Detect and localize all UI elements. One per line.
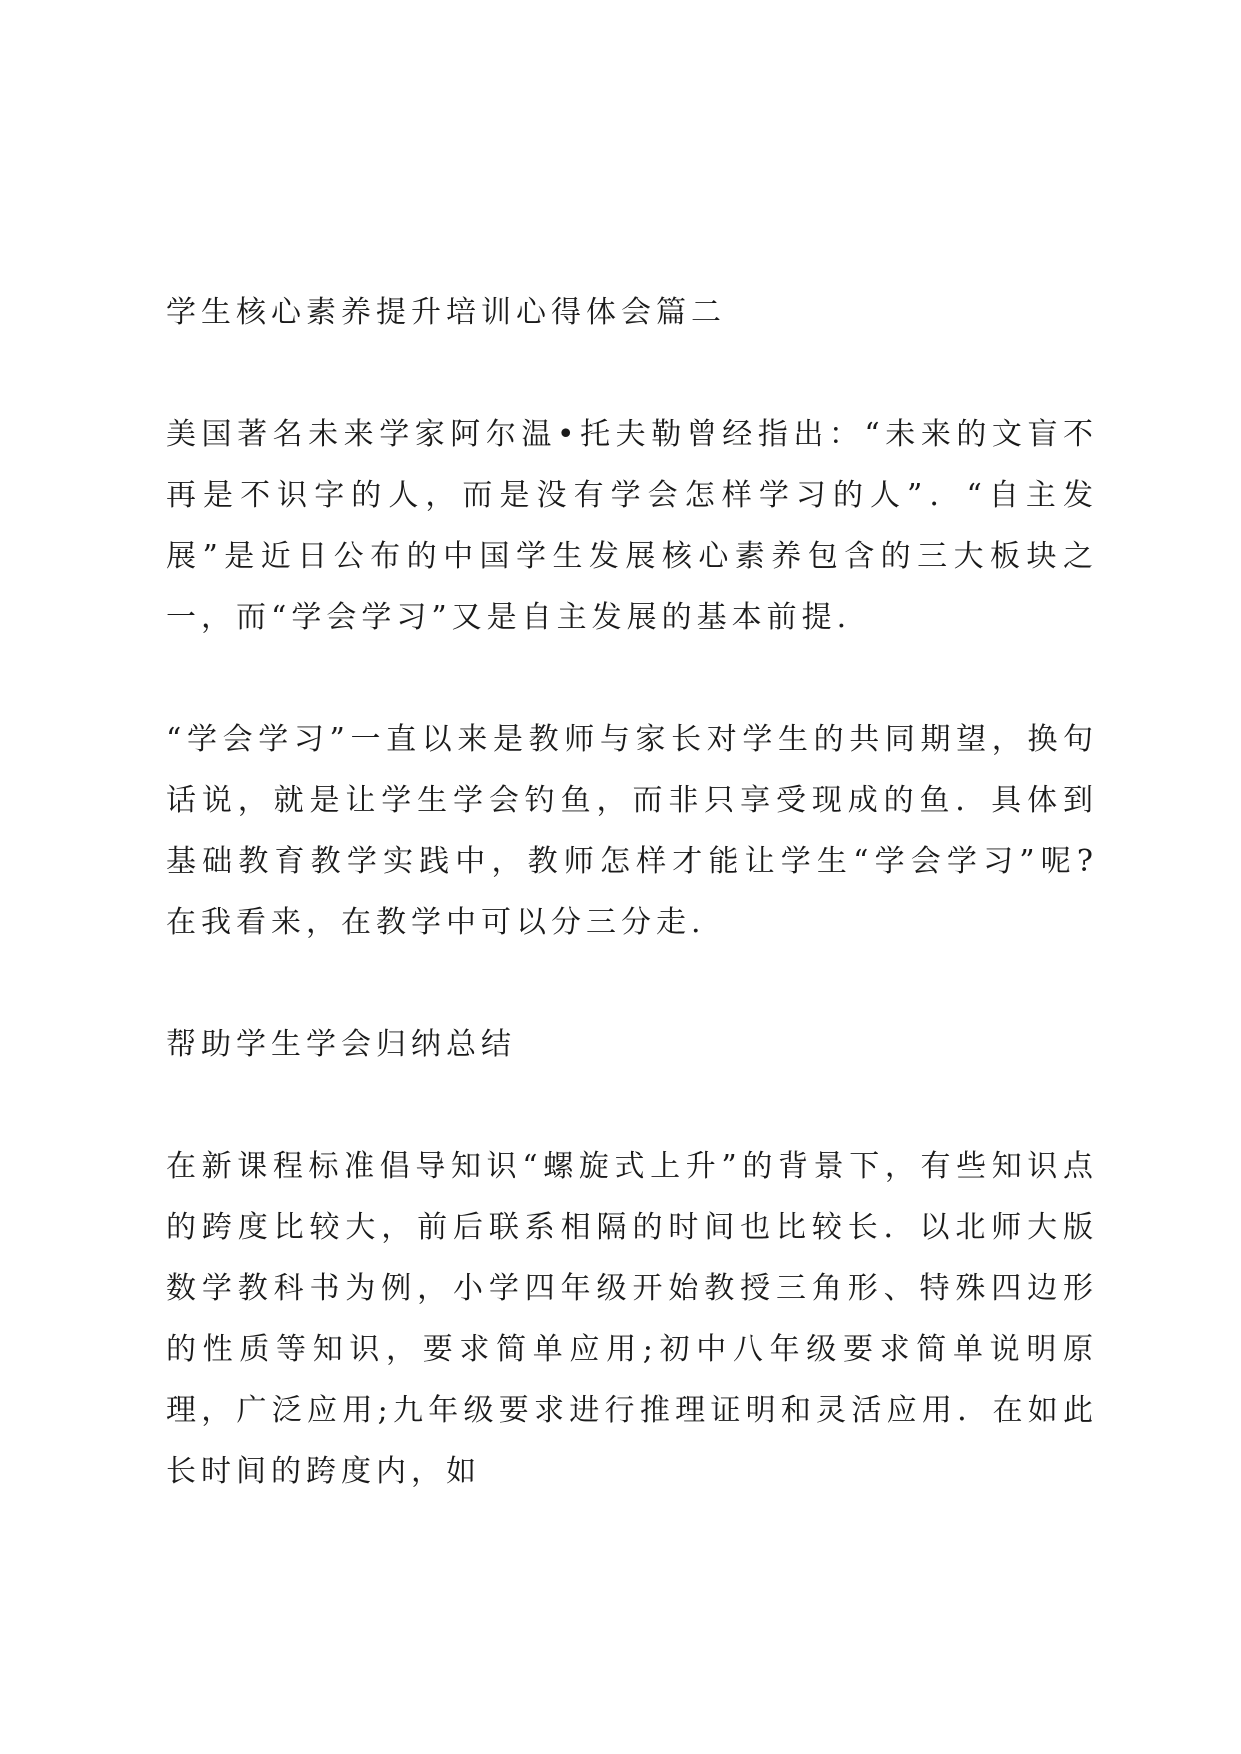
document-body (166, 282, 1098, 1502)
paragraph-curriculum: 在新课程标准倡导知识“螺旋式上升”的背景下，有些知识点的跨度比较大，前后联系相隔的时间也比较长．以北师大版数学教科书为例，小学四年级开始教授三角形、特殊四边形的性质等知识，要求简单应用;初中八年级要求简单说明原理，广泛应用;九年级要求进行推理证明和灵活应用．在如此长时间的跨度内，如 (166, 1149, 1098, 1489)
paragraph-learning-to-learn: “学会学习”一直以来是教师与家长对学生的共同期望，换句话说，就是让学生学会钓鱼，而非只享受现成的鱼．具体到基础教育教学实践中，教师怎样才能让学生“学会学习”呢?在我看来，在教学中可以分三分走. (166, 722, 1098, 940)
section-heading: 帮助学生学会归纳总结 (166, 1027, 516, 1062)
document-title: 学生核心素养提升培训心得体会篇二 (166, 295, 726, 330)
paragraph-intro: 美国著名未来学家阿尔温•托夫勒曾经指出：“未来的文盲不再是不识字的人，而是没有学会怎样学习的人”．“自主发展”是近日公布的中国学生发展核心素养包含的三大板块之一，而“学会学习”又是自主发展的基本前提. (166, 417, 1098, 635)
